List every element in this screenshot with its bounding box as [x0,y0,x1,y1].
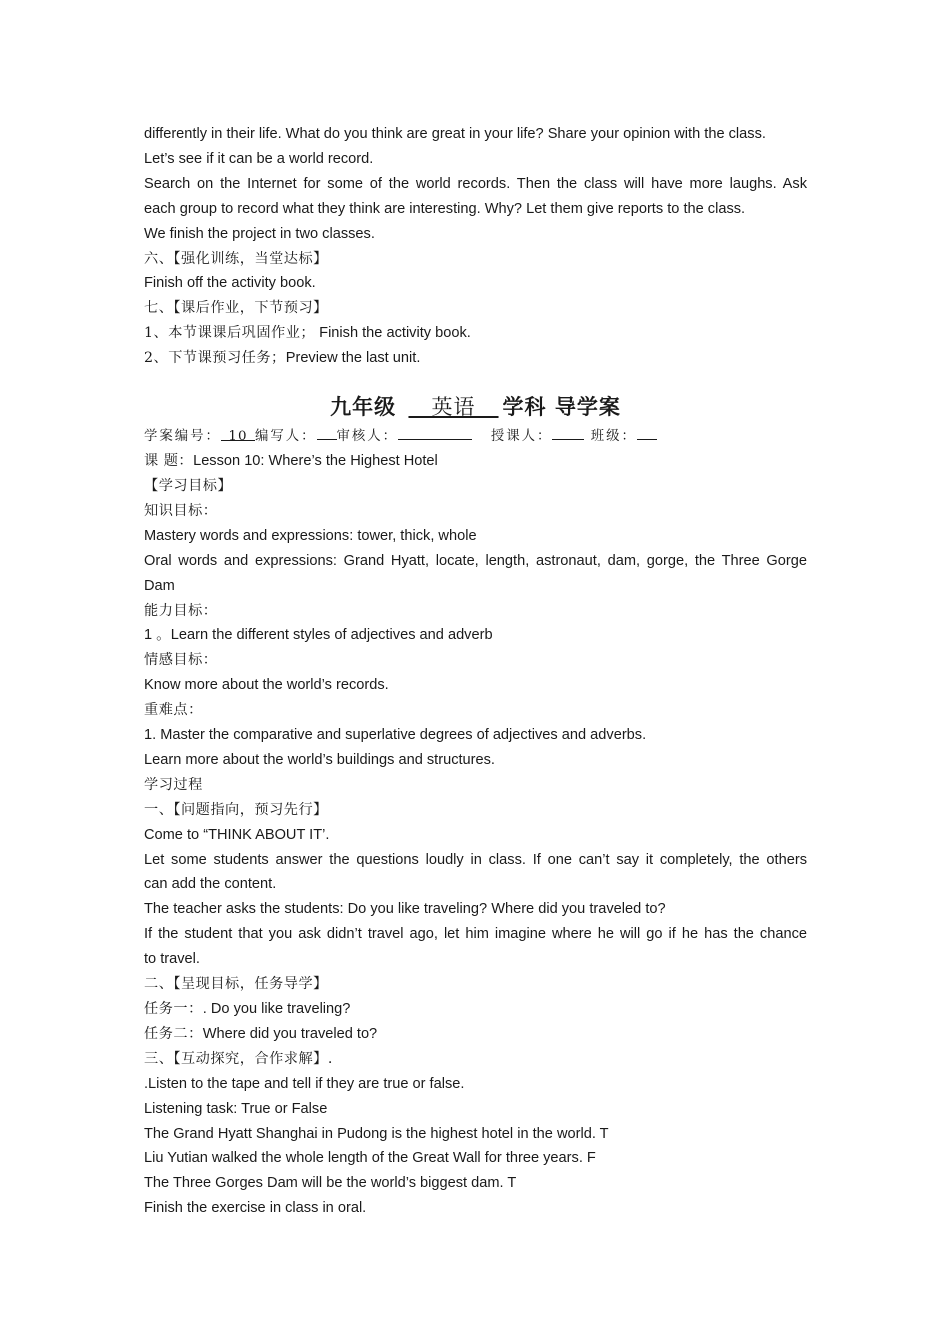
text-line: 1 。Learn the different styles of adjectives and adverb [144,627,493,644]
list-item-text: Preview the last unit. [285,350,421,367]
text-line: The teacher asks the students: Do you like traveling? Where did you traveled to? [144,901,666,918]
text-line: Finish off the activity book. [144,275,316,292]
section-heading: 三、【互动探究，合作求解】. [144,1050,333,1067]
subject-value [404,395,502,419]
text-line: Search on the Internet for some of the world records. Then the class will have more laughs. Ask [144,175,807,192]
text-line: 1. Master the comparative and superlative degrees of adjectives and adverbs. [144,727,647,744]
task-text: Where did you traveled to? [202,1025,378,1042]
class-blank [637,424,657,440]
task-label: 任务一： [144,1001,203,1017]
text-line: each group to record what they think are interesting. Why? Let them give reports to the class. [144,200,746,217]
writer-blank [317,424,337,440]
reviewer-blank [398,424,472,440]
text-line: Let some students answer the questions loudly in class. If one can’t say it completely, the others [144,851,807,868]
teacher-label: 授课人： [490,429,553,445]
topic-line [144,449,807,474]
text-line: can add the content. [144,876,277,893]
text-line: Let’s see if it can be a world record. [144,150,374,167]
text-line: Listening task: True or False [144,1100,328,1117]
text-line: differently in their life. What do you think are great in your life? Share your opinion with the class. [144,126,766,142]
case-no-label: 学案编号： [144,429,221,445]
subsection-label: 重难点： [144,702,203,719]
section-heading: 二、【呈现目标，任务导学】 [144,976,328,993]
list-item-label: 1、本节课课后巩固作业； [144,325,316,342]
text-line: to travel. [144,951,200,968]
document-body [144,122,807,1221]
grade-label: 九年级 [330,394,397,420]
subject-suffix: 学科 导学案 [502,394,621,420]
text-line: If the student that you ask didn’t travel ago, let him imagine where he will go if he has the chance [144,926,807,943]
section-heading: 七、【课后作业，下节预习】 [144,300,328,317]
text-line: We finish the project in two classes. [144,225,375,242]
list-item-label: 2、下节课预习任务； [144,350,286,367]
reviewer-label: 审核人： [336,429,399,445]
section-heading: 【学习目标】 [144,477,233,494]
text-line: Come to “THINK ABOUT IT’. [144,826,330,843]
task-label: 任务二： [144,1025,203,1042]
task-item [144,997,807,1022]
topic-text: Lesson 10: Where’s the Highest Hotel [193,453,438,470]
subject-text: 英语 [431,395,476,420]
text-line: Learn more about the world’s buildings and structures. [144,751,495,768]
subsection-label: 情感目标： [144,652,218,669]
task-text: . Do you like traveling? [202,1001,351,1017]
text-line: Oral words and expressions: Grand Hyatt, locate, length, astronaut, dam, gorge, the Three Gorge [144,552,807,569]
text-line: The Grand Hyatt Shanghai in Pudong is the highest hotel in the world. T [144,1125,609,1142]
case-no-value: 10 [221,425,255,441]
section-heading: 六、【强化训练，当堂达标】 [144,250,328,267]
list-item-text: Finish the activity book. [315,325,471,342]
text-line: .Listen to the tape and tell if they are true or false. [144,1075,465,1092]
subsection-label: 学习过程 [144,776,203,793]
subsection-label: 知识目标： [144,502,218,519]
teacher-blank [552,424,584,440]
spacer [144,371,807,390]
text-line: Liu Yutian walked the whole length of the Great Wall for three years. F [144,1150,596,1167]
topic-label: 课 题： [144,453,194,470]
list-item [144,346,807,371]
list-item [144,321,807,346]
text-line: Dam [144,577,175,594]
page-title [144,390,807,424]
task-item [144,1022,807,1047]
section-heading: 一、【问题指向，预习先行】 [144,801,328,818]
text-line: The Three Gorges Dam will be the world’s biggest dam. T [144,1175,517,1192]
meta-line [144,424,807,449]
writer-label: 编写人： [254,429,317,445]
class-label: 班级： [590,429,637,445]
subsection-label: 能力目标： [144,602,218,619]
text-line: Mastery words and expressions: tower, thick, whole [144,527,477,544]
text-line: Know more about the world’s records. [144,677,389,694]
text-line: Finish the exercise in class in oral. [144,1200,367,1217]
